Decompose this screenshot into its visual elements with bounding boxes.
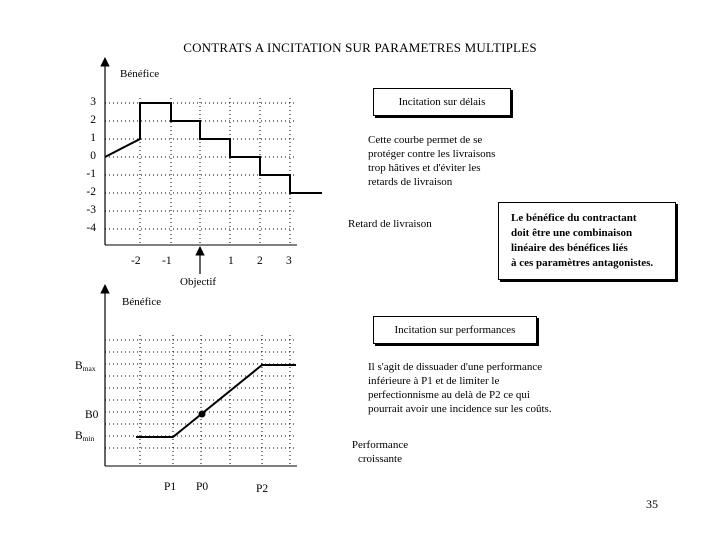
bmax-main: B <box>75 360 83 372</box>
page-title: CONTRATS A INCITATION SUR PARAMETRES MULTIPLES <box>183 40 537 55</box>
summary-line: Le bénéfice du contractant <box>511 212 637 224</box>
b0-label: B0 <box>85 409 99 421</box>
p0-tick: P0 <box>196 481 209 493</box>
x-tick: -1 <box>162 255 172 267</box>
chart2-note <box>368 360 588 416</box>
bmax-label <box>75 361 96 373</box>
p2-tick: P2 <box>256 483 269 495</box>
x-tick: -2 <box>131 255 141 267</box>
note-line: retards de livraison <box>368 176 453 188</box>
note-line: pourrait avoir une incidence sur les coûts. <box>368 403 552 415</box>
chart1-y-axis-label: Bénéfice <box>120 68 160 80</box>
y-tick: 3 <box>90 96 96 108</box>
note-line: trop hâtives et d'éviter les <box>368 162 481 174</box>
chart1-x-axis-label: Retard de livraison <box>348 218 432 230</box>
y-tick: -1 <box>86 168 96 180</box>
summary-box <box>498 202 676 280</box>
chart2-y-axis-label: Bénéfice <box>122 296 162 308</box>
bmin-label <box>75 431 94 443</box>
objective-label: Objectif <box>180 276 217 288</box>
note-line: protéger contre les livraisons <box>368 148 496 160</box>
bmin-main: B <box>75 430 83 442</box>
x-tick: 3 <box>286 255 292 267</box>
x-tick: 2 <box>257 255 263 267</box>
chart1-note <box>368 133 528 189</box>
delay-incentive-label: Incitation sur délais <box>398 95 486 108</box>
summary-text <box>511 211 653 271</box>
delay-incentive-box <box>373 88 511 116</box>
note-line: Il s'agit de dissuader d'une performance <box>368 361 543 373</box>
y-tick: 1 <box>90 132 96 144</box>
x-axis-label-line: croissante <box>358 453 402 465</box>
y-tick: -4 <box>86 222 96 234</box>
note-line: inférieure à P1 et de limiter le <box>368 375 500 387</box>
y-tick: 2 <box>90 114 96 126</box>
chart2-performance-curve <box>136 365 296 437</box>
bmin-sub: min <box>82 434 95 443</box>
performance-incentive-box <box>373 316 537 344</box>
performance-incentive-label: Incitation sur performances <box>394 323 516 336</box>
x-axis-label-line: Performance <box>351 439 409 451</box>
page-number: 35 <box>646 497 658 511</box>
chart1-step-curve <box>105 103 322 193</box>
summary-line: doit être une combinaison <box>511 227 633 239</box>
bmax-sub: max <box>82 364 96 373</box>
note-line: perfectionnisme au delà de P2 ce qui <box>368 389 530 401</box>
y-tick: 0 <box>90 150 96 162</box>
x-tick: 1 <box>228 255 234 267</box>
chart2-grid <box>105 335 297 466</box>
y-tick: -2 <box>86 186 96 198</box>
summary-line: à ces paramètres antagonistes. <box>511 257 654 269</box>
summary-line: linéaire des bénéfices liés <box>511 242 628 254</box>
chart2-x-axis-label <box>340 438 420 466</box>
y-tick: -3 <box>86 204 96 216</box>
p0-b0-point <box>199 411 206 418</box>
p1-tick: P1 <box>164 481 177 493</box>
note-line: Cette courbe permet de se <box>368 134 483 146</box>
